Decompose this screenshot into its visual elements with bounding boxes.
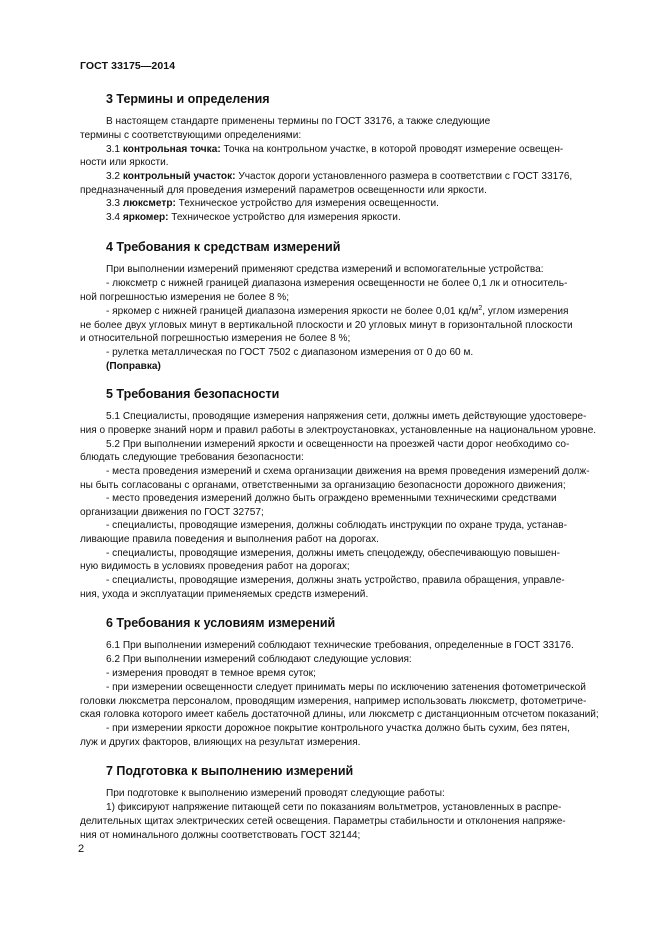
s4-line: не более двух угловых минут в вертикальной плоскости и 20 угловых минут в горизонтальной плоскости	[80, 320, 573, 331]
term-definition: Участок дороги установленного размера в соответствии с ГОСТ 33176,	[238, 171, 573, 182]
s6-line: - при измерении освещенности следует принимать меры по исключению затенения фотометрической	[106, 682, 586, 693]
s6-line: - при измерении яркости дорожное покрытие контрольного участка должно быть сухим, без пятен,	[106, 723, 570, 734]
section-5-title: 5 Требования безопасности	[106, 387, 280, 401]
s6-line: 6.1 При выполнении измерений соблюдают технические требования, определенные в ГОСТ 33176.	[106, 640, 574, 651]
superscript: 2	[478, 305, 483, 312]
s7-line: ния от номинального должны соответствовать ГОСТ 32144;	[80, 830, 361, 841]
s5-line: ны быть согласованы с органами, ответственными за организацию безопасности дорожного движения;	[80, 480, 566, 491]
term-name: яркомер:	[122, 212, 169, 223]
s5-line: - специалисты, проводящие измерения, должны иметь спецодежду, обеспечивающую повышен-	[106, 548, 560, 559]
s4-line: - люксметр с нижней границей диапазона измерения освещенности не более 0,1 лк и относитель-	[106, 278, 568, 289]
term-definition-cont: предназначенный для проведения измерений параметров освещенности или яркости.	[80, 185, 487, 196]
s5-line: 5.1 Специалисты, проводящие измерения напряжения сети, должны иметь действующие удостовере-	[106, 411, 587, 422]
term-3-3	[106, 198, 439, 210]
s5-line: блюдать следующие требования безопасности:	[80, 452, 304, 463]
s5-line: 5.2 При выполнении измерений яркости и освещенности на проезжей части дорог необходимо со-	[106, 439, 570, 450]
s4-line: При выполнении измерений применяют средства измерений и вспомогательные устройства:	[106, 264, 544, 275]
s5-line: ную видимость в условиях проведения работ на дорогах;	[80, 561, 350, 572]
s7-line: 1) фиксируют напряжение питающей сети по показаниям вольтметров, установленных в распре-	[106, 802, 562, 813]
s7-line: При подготовке к выполнению измерений проводят следующие работы:	[106, 788, 445, 799]
section-7-title: 7 Подготовка к выполнению измерений	[106, 764, 354, 778]
s6-line: луж и других факторов, влияющих на результат измерения.	[80, 737, 361, 748]
s5-line: ливающие правила поведения и выполнения работ на дорогах.	[80, 534, 379, 545]
s4-line-part: - яркомер с нижней границей диапазона измерения яркости не более 0,01 кд/м	[106, 306, 479, 317]
s4-line: - рулетка металлическая по ГОСТ 7502 с диапазоном измерения от 0 до 60 м.	[106, 347, 474, 358]
s5-line: - специалисты, проводящие измерения, должны знать устройство, правила обращения, управле-	[106, 575, 565, 586]
term-definition: Техническое устройство для измерения яркости.	[171, 212, 401, 223]
s4-line: и относительной погрешностью измерения не более 8 %;	[80, 333, 351, 344]
s4-line-part: , углом измерения	[482, 306, 569, 317]
s6-line: головки люксметра персоналом, проводящим измерения, например использовать люксметр, фотометриче-	[80, 696, 587, 707]
amendment-note: (Поправка)	[106, 361, 161, 372]
page-number: 2	[78, 843, 85, 855]
term-3-2	[106, 171, 572, 183]
s5-line: ния, ухода и эксплуатации применяемых средств измерений.	[80, 589, 369, 600]
document-id: ГОСТ 33175—2014	[80, 60, 176, 72]
section-6-title: 6 Требования к условиям измерений	[106, 616, 336, 630]
term-number: 3.3	[106, 198, 121, 209]
s5-line: организации движения по ГОСТ 32757;	[80, 507, 264, 518]
term-3-4	[106, 212, 401, 224]
s4-line	[106, 306, 568, 318]
s5-line: - место проведения измерений должно быть ограждено временными техническими средствами	[106, 493, 557, 504]
s3-intro-line: термины с соответствующими определениями:	[80, 130, 302, 141]
term-number: 3.1	[106, 144, 121, 155]
term-number: 3.4	[106, 212, 121, 223]
s7-line: делительных щитах электрических сетей освещения. Параметры стабильности и отклонения напряже-	[80, 816, 566, 827]
s6-line: 6.2 При выполнении измерений соблюдают следующие условия:	[106, 654, 412, 665]
term-definition: Техническое устройство для измерения освещенности.	[178, 198, 439, 209]
s5-line: - места проведения измерений и схема организации движения на время проведения измерений долж-	[106, 466, 590, 477]
term-3-1	[106, 144, 563, 156]
term-name: контрольная точка:	[122, 144, 221, 155]
s6-line: - измерения проводят в темное время суток;	[106, 668, 316, 679]
term-number: 3.2	[106, 171, 121, 182]
term-name: контрольный участок:	[122, 171, 236, 182]
s6-line: ская головка которого имеет кабель достаточной длины, или люксметр с дистанционным отсчетом показаний;	[80, 709, 599, 720]
s3-intro-line: В настоящем стандарте применены термины по ГОСТ 33176, а также следующие	[106, 116, 491, 127]
s5-line: - специалисты, проводящие измерения, должны соблюдать инструкции по охране труда, устанав-	[106, 520, 567, 531]
section-3-title: 3 Термины и определения	[106, 92, 270, 106]
term-name: люксметр:	[122, 198, 176, 209]
s5-line: ния о проверке знаний норм и правил работы в электроустановках, установленные на национальном уровне.	[80, 425, 597, 436]
term-definition: Точка на контрольном участке, в которой проводят измерение освещен-	[223, 144, 564, 155]
term-definition-cont: ности или яркости.	[80, 157, 169, 168]
s4-line: ной погрешностью измерения не более 8 %;	[80, 292, 290, 303]
section-4-title: 4 Требования к средствам измерений	[106, 240, 341, 254]
